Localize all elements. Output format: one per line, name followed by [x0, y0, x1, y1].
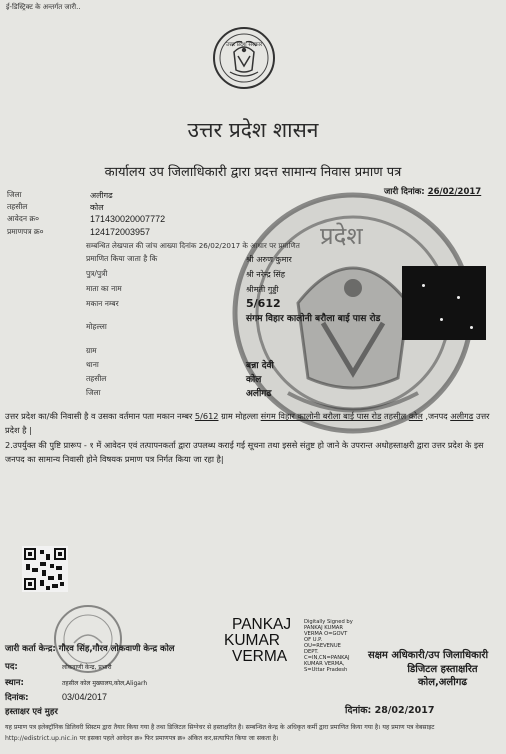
issuer-post-label: पद:	[5, 662, 18, 672]
field-district-label: जिला	[7, 190, 22, 199]
detail-value-police-station: बन्ना देवी	[246, 361, 274, 371]
document-subtitle: कार्यालय उप जिलाधिकारी द्वारा प्रदत्त सामान्य निवास प्रमाण पत्र	[104, 165, 402, 180]
para1-text-3: तहसील	[381, 411, 409, 421]
issuer-post-value: लोकवाणी केन्द्र, प्रभारी	[62, 664, 112, 671]
authority-details	[375, 663, 506, 689]
qr-code	[22, 546, 68, 592]
sig-meta-line: OF U.P.	[304, 637, 323, 643]
authority-date-value: 28/02/2017	[374, 705, 435, 716]
sig-meta-line: Digitally Signed by	[304, 619, 353, 625]
detail-value-tehsil: कोल	[246, 375, 262, 385]
up-government-emblem	[212, 26, 276, 90]
detail-value-locality: संगम विहार कालोनी बरौला बाई पास रोड	[246, 314, 381, 324]
details-intro: सम्बन्धित लेखपाल की जांच आख्या दिनांक 26/02/2017 के आधार पर प्रमाणित	[86, 241, 300, 250]
detail-label-locality: मोहल्ला	[86, 322, 107, 331]
authority-date-label: दिनांक:	[345, 705, 372, 716]
digital-signature-meta	[304, 619, 353, 673]
detail-value-district: अलीगढ	[246, 389, 272, 399]
para1-text-4: ,जनपद	[422, 411, 451, 421]
authority-title: सक्षम अधिकारी/उप जिलाधिकारी	[368, 650, 489, 661]
para1-tehsil: कोल	[408, 411, 423, 421]
applicant-photo	[402, 266, 486, 340]
detail-value-name: श्री अरुण कुमार	[246, 255, 292, 264]
issuer-date-value: 03/04/2017	[62, 692, 108, 702]
field-tehsil-label: तहसील	[7, 202, 28, 211]
detail-value-house: 5/612	[246, 297, 281, 310]
svg-text:प्रदेश: प्रदेश	[320, 222, 363, 250]
para1-district: अलीगढ	[450, 411, 474, 421]
footer-verification-note: यह प्रमाण पत्र इलेक्ट्रॉनिक डिलिवरी सिस्टम द्वारा तैयार किया गया है तथा डिजिटल सिग्नेचर से हस्ताक्षरित है। सम्बन्धित केन्द्र के अधिकृत कर्मी द्वारा प्रमाणित किया गया है। यह प्रमाण पत्र वेबसाइट http://edistrict.up.nic.in पर इसका पहले आवेदन क्र० फिर प्रमाणपत्र क्र० अंकित कर,सत्यापित किया जा सकता है।	[5, 724, 435, 742]
sig-meta-line: KUMAR VERMA,	[304, 661, 345, 667]
signatory-name	[224, 616, 292, 665]
detail-value-father: श्री नरेन्द्र सिंह	[246, 270, 285, 279]
issuer-place-label: स्थान:	[5, 678, 24, 688]
field-application-value: 171430020007772	[90, 214, 166, 224]
header-note: ई-डिस्ट्रिक्ट के अन्तर्गत जारी..	[6, 3, 81, 11]
issuer-seal-label: हस्ताक्षर एवं मुहर	[5, 707, 58, 717]
sig-meta-line: PANKAJ KUMAR	[304, 625, 343, 631]
detail-label-tehsil: तहसील	[86, 374, 107, 383]
authority-place: कोल,अलीगढ	[417, 677, 468, 688]
authority-signature-type: डिजिटल हस्ताक्षरित	[407, 664, 478, 675]
detail-label-district: जिला	[86, 388, 101, 397]
signatory-middle-name: KUMAR	[224, 632, 280, 649]
issuer-center-label: जारी कर्ता केन्द्र:	[5, 644, 56, 654]
field-tehsil-value: कोल	[90, 203, 104, 212]
issuer-place-value: तहसील कोल मुख्यालय,कोल,Aligarh	[62, 680, 148, 687]
signatory-first-name: PANKAJ	[232, 616, 292, 633]
para1-house: 5/612	[194, 411, 219, 421]
sig-meta-line: OU=REVENUE	[304, 643, 341, 649]
emblem-text: उत्तर प्रदेश सरकार	[226, 42, 263, 48]
authority-date	[345, 703, 434, 716]
detail-label-son-of: पुत्र/पुत्री	[86, 269, 108, 278]
sig-meta-line: S=Uttar Pradesh	[304, 667, 348, 673]
para1-locality: संगम विहार कालोनी बरौला बाई पास रोड	[260, 411, 382, 421]
detail-value-mother: श्रीमती गुड्डी	[246, 285, 279, 294]
sig-meta-line: DEPT.	[304, 649, 319, 655]
detail-label-house: मकान नम्बर	[86, 299, 119, 308]
field-application-label: आवेदन क्र०	[7, 214, 40, 223]
para1-text-5: उत्तर प्रदेश है |	[5, 411, 490, 435]
detail-label-village: ग्राम	[86, 346, 97, 355]
detail-label-police-station: थाना	[86, 360, 99, 369]
detail-label-certified: प्रमाणित किया जाता है कि	[86, 254, 158, 263]
detail-label-mother: माता का नाम	[86, 284, 122, 293]
field-district-value: अलीगढ	[90, 191, 113, 200]
issuer-center	[5, 643, 175, 654]
issuer-date-label: दिनांक:	[5, 693, 29, 703]
signatory-last-name: VERMA	[232, 648, 288, 665]
para1-text-1: उत्तर प्रदेश का/की निवासी है व उसका वर्तमान पता मकान नम्बर	[5, 411, 195, 421]
paragraph-confirmation: 2.उपर्युक्त की पुष्टि प्रारूप - १ में आवेदन एवं तत्पापनकर्ता द्वारा उपलब्ध कराई गई सूचना तथा इससे संतुष्ट हो जाने के उपरान्त अधोहस्ताक्षरी द्वारा उत्तर प्रदेश के इस जनपद का सामान्य निवासी होने विषयक प्रमाण पत्र निर्गत किया जा रहा है|	[5, 440, 484, 464]
issuer-center-value: गौरव सिंह,गौरव लोकवाणी केन्द्र कोल	[58, 644, 175, 654]
issue-date-label: जारी दिनांक:	[384, 187, 425, 197]
field-certificate-value: 124172003957	[90, 227, 151, 237]
paragraph-residence	[5, 409, 497, 437]
field-certificate-label: प्रमाणपत्र क्र०	[7, 227, 44, 236]
issue-date-value: 26/02/2017	[427, 187, 482, 197]
para1-text-2: ग्राम मोहल्ला	[218, 411, 261, 421]
document-title: उत्तर प्रदेश शासन	[187, 118, 319, 142]
sig-meta-line: C=IN,CN=PANKAJ	[304, 655, 350, 661]
sig-meta-line: VERMA O=GOVT	[304, 631, 348, 637]
